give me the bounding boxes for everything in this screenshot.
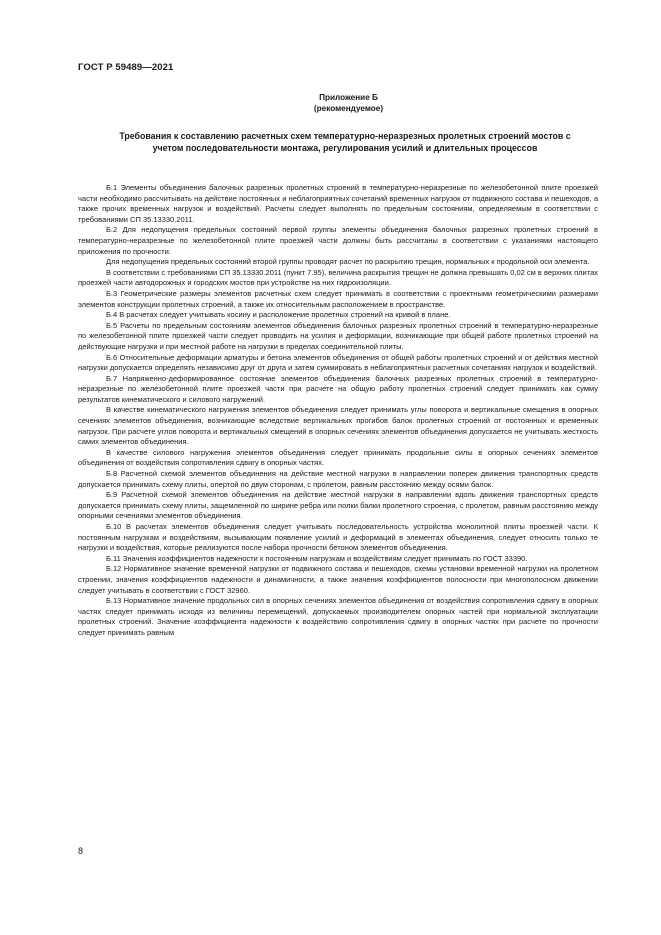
paragraph-b7-kinematic: В качестве кинематического нагружения элементов объединения следует принимать углы поворота и вертикальные смещения в опорных сечениях элементов объединения, возникающие вследствие вертикальных прогибов балок пролетных строений от постоянных и временных нагрузок. При расчете углов поворота и вертикальных смещений в опорных сечениях элементов объединения допускается не учитывать жесткость самих элементов объединения. — [78, 405, 598, 447]
paragraph-b9: Б.9 Расчетной схемой элементов объединения на действие местной нагрузки в направлении вдоль движения транспортных средств допускается принимать схему плиты, защемленной по ширине ребра или полки балки пролетного строения, с пролетом, равным расстоянию между опорными сечениями элементов объединения. — [78, 490, 598, 521]
paragraph-b2-second-group: Для недопущения предельных состояний второй группы проводят расчет по раскрытию трещин, нормальных к продольной оси элемента. — [106, 257, 590, 267]
appendix-heading — [0, 92, 661, 114]
paragraph-b2: Б.2 Для недопущения предельных состояний первой группы элементы объединения балочных разрезных пролетных строений в температурно-неразрезные по железобетонной плите проезжей части должны быть рассчитаны в соответствии с указаниями настоящего приложения по прочности. — [78, 225, 598, 256]
paragraph-b3: Б.3 Геометрические размеры элементов расчетных схем следует принимать в соответствии с проектными геометрическими размерами элементов конструкции пролетных строений, а также их относительным расположением в пространстве. — [78, 288, 598, 309]
paragraph-b7-force: В качестве силового нагружения элементов объединения следует принимать продольные силы в опорных сечениях элементов объединения от воздействия сопротивления сдвигу в опорных частях. — [78, 447, 598, 468]
paragraph-b2-crack-width: В соответствии с требованиями СП 35.13330.2011 (пункт 7.95), величина раскрытия трещин не должна превышать 0,02 см в верхних плитах проезжей части автодорожных и городских мостов при устройстве на них гидроизоляции. — [78, 267, 598, 288]
paragraph-b10: Б.10 В расчетах элементов объединения следует учитывать последовательность устройства монолитной плиты проезжей части. К постоянным нагрузкам и воздействиям, вызывающим появление усилий и деформаций в элементах объединения, следует относить только те нагрузки и воздействия, которые реализуются после набора прочности бетоном элементов объединения. — [78, 522, 598, 553]
page-number: 8 — [78, 846, 84, 856]
paragraph-b12: Б.12 Нормативное значение временной нагрузки от подвижного состава и пешеходов, схемы установки временной нагрузки на пролетном строении, значения коэффициентов надежности и динамичности, а также значения коэффициентов полосности при многополосном движении следует учитывать в соответствии с ГОСТ 32960. — [78, 564, 598, 595]
paragraph-b6: Б.6 Относительные деформации арматуры и бетона элементов объединения от общей работы пролетных строений и от действия местной нагрузки допускается определять независимо друг от друга и затем суммировать в неблагоприятных расчетных сочетаниях нагрузок и воздействий. — [78, 352, 598, 373]
document-code: ГОСТ Р 59489—2021 — [78, 62, 174, 73]
appendix-note: (рекомендуемое) — [313, 104, 384, 113]
paragraph-b5: Б.5 Расчеты по предельным состояниям элементов объединения балочных разрезных пролетных строений в температурно-неразрезные по железобетонной плите проезжей части следует проводить на усилия и деформации, возникающие при общей работе пролетных строений на действующие нагрузки и при местной работе на нагрузки в пределах соединительной плиты. — [78, 320, 598, 351]
paragraph-b1: Б.1 Элементы объединения балочных разрезных пролетных строений в температурно-неразрезные по железобетонной плите проезжей части необходимо рассчитывать на действие постоянных и неблагоприятных сочетаний временных нагрузок от подвижного состава и пешеходов, а также прочих временных нагрузок и воздействий. Расчеты следует выполнять по предельным состояниям, определяемым в соответствии с требованиями СП 35.13330.2011. — [78, 183, 598, 224]
section-title: Требования к составлению расчетных схем температурно-неразрезных пролетных строений мостов с учетом последовательности монтажа, регулирования усилий и длительных процессов — [119, 131, 571, 153]
body-text — [78, 183, 598, 639]
paragraph-b8: Б.8 Расчетной схемой элементов объединения на действие местной нагрузки в направлении поперек движения транспортных средств допускается принимать схему плиты, опертой по двум сторонам, с пролетом, равным расстоянию между осями балок. — [78, 469, 598, 489]
paragraph-b7: Б.7 Напряженно-деформированное состояние элементов объединения балочных разрезных пролетных строений в температурно-неразрезные по железобетонной плите проезжей части при расчете на общую работу пролетных строений следует принимать как сумму результатов кинематического и силового нагружений. — [78, 373, 598, 404]
appendix-title: Приложение Б — [319, 93, 378, 102]
paragraph-b11: Б.11 Значения коэффициентов надежности к постоянным нагрузкам и воздействиям следует принимать по ГОСТ 33390. — [106, 553, 528, 563]
paragraph-b4: Б.4 В расчетах следует учитывать косину и расположение пролетных строений на кривой в плане. — [106, 310, 451, 320]
paragraph-b13: Б.13 Нормативное значение продольных сил в опорных сечениях элементов объединения от воздействия сопротивления сдвигу в опорных частях следует принимать исходя из величины перемещений, допускаемых производителем опорных частей при нормальной эксплуатации пролетных строений. Значение коэффициента надежности к воздействию сопротивления сдвигу в опорных частях при расчете по прочности следует принимать равным — [78, 596, 598, 637]
